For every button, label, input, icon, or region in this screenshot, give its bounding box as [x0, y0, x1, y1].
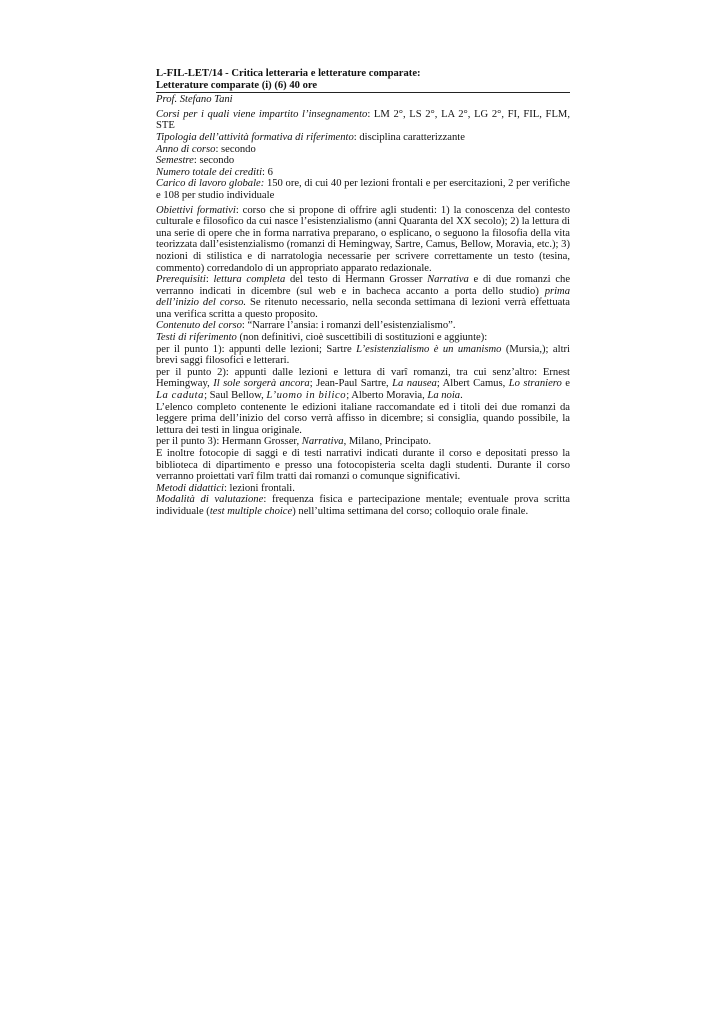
corsi-paragraph	[156, 109, 570, 132]
contenuto-label: Contenuto del corso	[156, 320, 242, 332]
contenuto-text: : “Narrare l’ansia: i romanzi dell’esistenzialismo”.	[241, 320, 456, 332]
carico-label: Carico di lavoro globale:	[156, 178, 265, 190]
obiettivi-paragraph	[156, 205, 570, 275]
anno-label: Anno di corso	[156, 143, 216, 155]
prerequisiti-paragraph	[156, 274, 570, 320]
punto2-title-6: La noia	[427, 390, 461, 402]
metodi-paragraph	[156, 483, 570, 495]
carico-value: 150 ore, di cui 40 per lezioni frontali e per esercitazioni, 2 per verifiche e 108 per studio individuale	[156, 178, 571, 201]
corsi-value: : LM 2°, LS 2°, LA 2°, LG 2°, FI, FIL, FLM, STE	[156, 108, 570, 132]
metodi-label: Metodi didattici	[156, 482, 224, 494]
crediti-label: Numero totale dei crediti	[156, 166, 263, 178]
punto2-title-4: La caduta	[156, 390, 205, 402]
corsi-label: Corsi per i quali viene impartito l’insegnamento	[156, 108, 368, 120]
semestre-paragraph	[156, 155, 570, 167]
crediti-paragraph	[156, 167, 570, 179]
punto1-text-end: (Mursia,); altri brevi saggi filosofici e letterari.	[156, 343, 570, 367]
testi-text: (non definitivi, cioè suscettibili di sostituzioni e aggiunte):	[236, 332, 488, 344]
crediti-value: : 6	[262, 166, 273, 178]
tipologia-paragraph	[156, 132, 570, 144]
testi-paragraph	[156, 332, 570, 344]
professor-name: Prof. Stefano Tani	[156, 94, 233, 106]
valutazione-text-end: ) nell’ultima settimana del corso; colloquio orale finale.	[292, 505, 529, 517]
obiettivi-label: Obiettivi formativi	[156, 204, 236, 216]
prerequisiti-lettura: lettura completa	[213, 274, 286, 286]
punto1-title: L’esistenzialismo è un umanismo	[356, 343, 502, 355]
tipologia-label: Tipologia dell’attività formativa di riferimento	[156, 131, 354, 143]
testi-elenco: L’elenco completo contenente le edizioni italiane raccomandate ed i titoli dei due romanzi da leggere prima dell’inizio del corso verrà affisso in dicembre; si consiglia, quando possibile, la lettura dei testi in lingua originale.	[156, 401, 570, 436]
semestre-value: : secondo	[193, 155, 235, 167]
punto2-sep-3: e	[561, 378, 570, 390]
course-title-block	[156, 68, 570, 93]
obiettivi-text: : corso che si propone di offrire agli studenti: 1) la conoscenza del contesto culturale e filosofico da cui nasce l’esistenzialismo (anni Quaranta del XX secolo); 2) la lettura di una serie di opere che in forma narrativa preparano, o esplicano, o seguono la filosofia della vita teorizzata dall’esistenzialismo (romanzi di Hemingway, Sartre, Camus, Bellow, Moravia, etc.); 3) nozioni di stilistica e di narratologia necessarie per scrivere correttamente un testo (tesina, commento) corredandolo di un appropriato apparato redazionale.	[156, 204, 571, 274]
punto2-title-1: Il sole sorgerà ancora	[213, 378, 310, 390]
tipologia-value: : disciplina caratterizzante	[353, 131, 465, 143]
punto2-title-5: L’uomo in bilico	[266, 390, 347, 402]
metodi-text: : lezioni frontali.	[223, 482, 295, 494]
prerequisiti-text3: Se ritenuto necessario, nella seconda settimana di lezioni verrà effettuata una verifica scritta a questo proposito.	[156, 297, 570, 320]
testi-fotocopie: E inoltre fotocopie di saggi e di testi narrativi indicati durante il corso e depositati presso la biblioteca di dipartimento e presso una fotocopisteria scelta dagli studenti. Durante il corso verranno proiettati varî film tratti dai romanzi o comunque significativi.	[156, 448, 570, 483]
prerequisiti-text1: del testo di Hermann Grosser	[285, 274, 428, 286]
prerequisiti-label: Prerequisiti	[156, 274, 206, 286]
punto2-sep-1: ; Jean-Paul Sartre,	[309, 378, 393, 390]
punto2-title-2: La nausea	[392, 378, 437, 390]
testi-punto2	[156, 367, 570, 402]
anno-paragraph	[156, 144, 570, 156]
semestre-label: Semestre	[156, 155, 194, 167]
punto2-title-3: Lo straniero	[508, 378, 562, 390]
valutazione-paragraph	[156, 494, 570, 517]
valutazione-label: Modalità di valutazione	[156, 494, 264, 506]
punto2-text: per il punto 2): appunti dalle lezioni e lettura di varî romanzi, tra cui senz’altro: Ernest Hemingway,	[156, 366, 570, 390]
anno-value: : secondo	[215, 143, 256, 155]
valutazione-test: test multiple choice	[209, 505, 293, 517]
prerequisiti-narrativa: Narrativa	[427, 274, 469, 286]
prerequisiti-prima: prima dell’inizio del corso.	[156, 285, 570, 309]
punto2-sep-5: ; Alberto Moravia,	[346, 390, 428, 402]
valutazione-text: : frequenza fisica e partecipazione mentale; eventuale prova scritta individuale (	[156, 494, 570, 517]
punto3-title: Narrativa	[301, 436, 344, 448]
contenuto-paragraph	[156, 320, 570, 332]
testi-punto1	[156, 344, 570, 367]
punto2-sep-4: ; Saul Bellow,	[204, 390, 267, 402]
punto2-end: .	[460, 390, 463, 402]
course-title-line2: Letterature comparate (i) (6) 40 ore	[156, 79, 318, 91]
prerequisiti-text2: e di due romanzi che verranno indicati in dicembre (sul web e in bacheca accanto a porta dello studio)	[156, 274, 571, 297]
punto1-text: per il punto 1): appunti delle lezioni; Sartre	[156, 343, 357, 355]
course-description	[156, 68, 570, 518]
testi-label: Testi di riferimento	[156, 332, 237, 344]
punto2-sep-2: ; Albert Camus,	[436, 378, 509, 390]
testi-punto3	[156, 436, 570, 448]
prerequisiti-sep: :	[205, 274, 214, 286]
course-title-line1: L-FIL-LET/14 - Critica letteraria e letterature comparate:	[156, 68, 421, 79]
punto3-text-end: , Milano, Principato.	[343, 436, 431, 448]
carico-paragraph	[156, 178, 570, 201]
punto3-text: per il punto 3): Hermann Grosser,	[156, 436, 302, 448]
